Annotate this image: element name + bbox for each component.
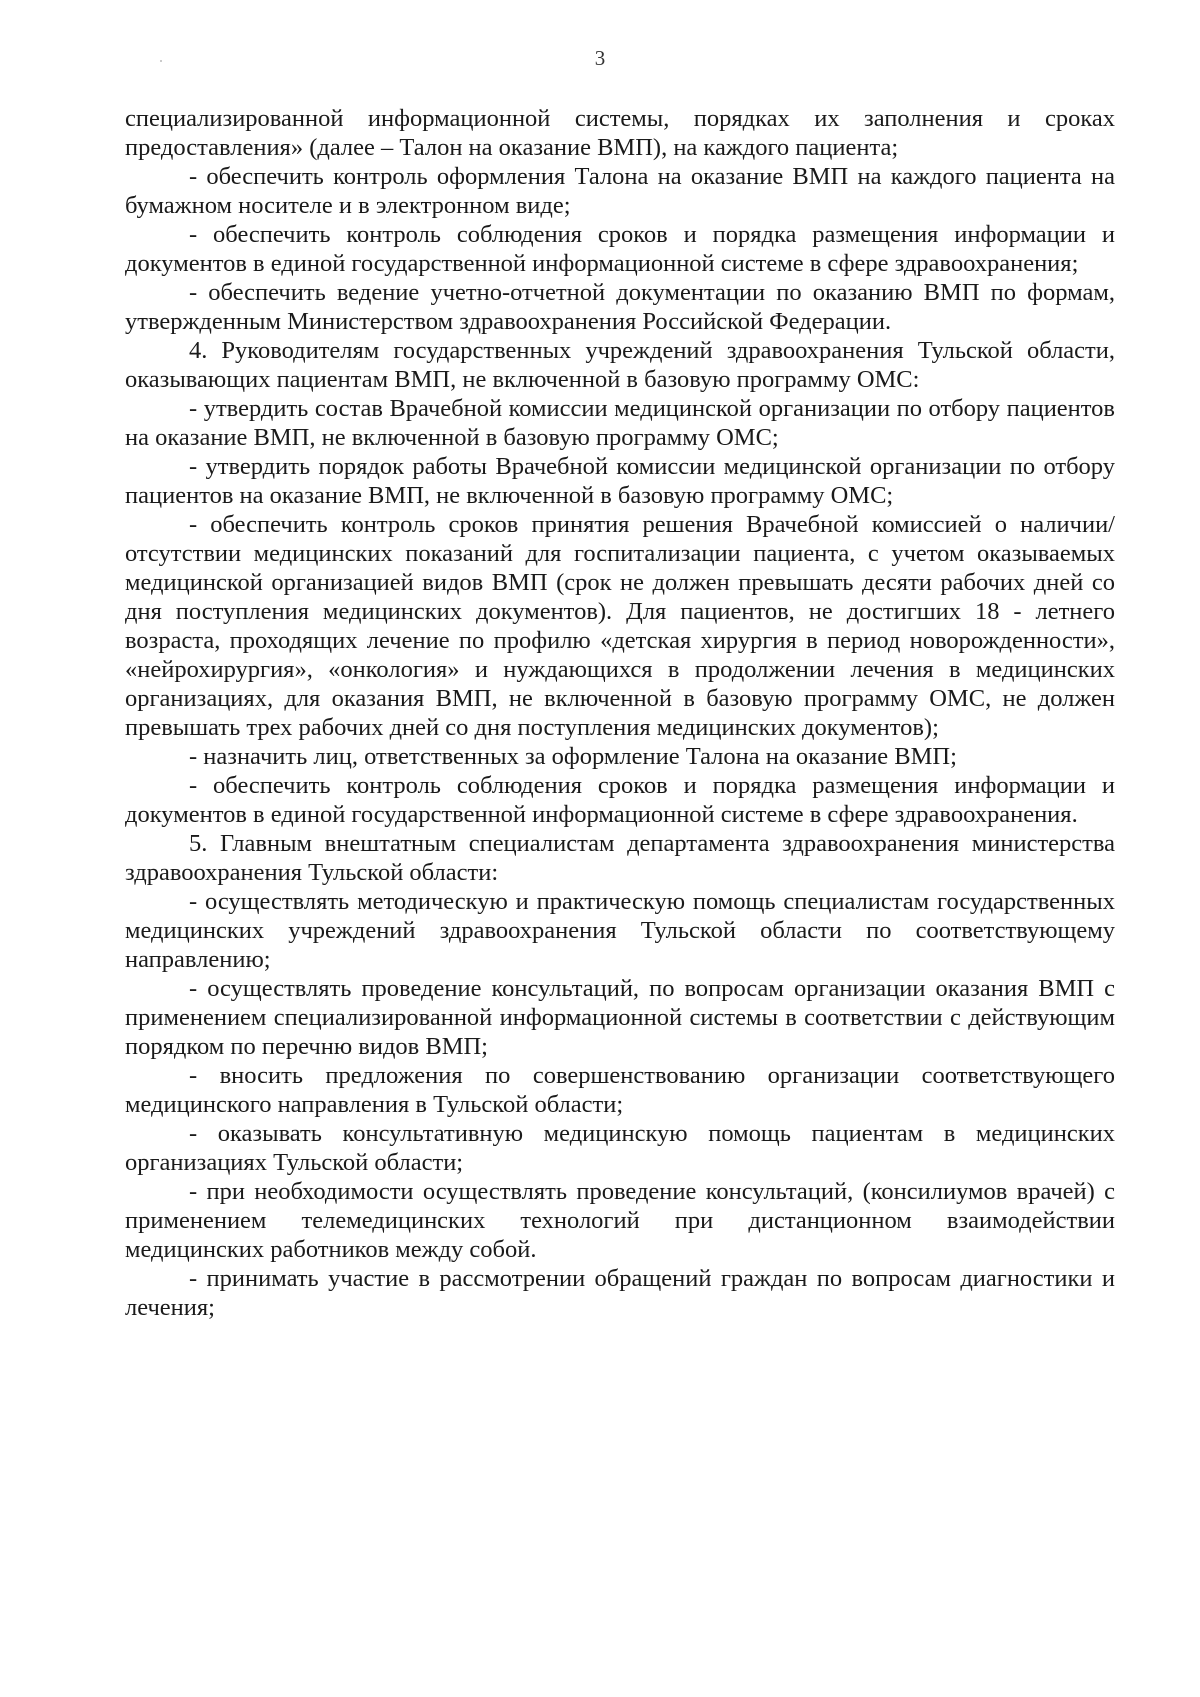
paragraph: 5. Главным внештатным специалистам департамента здравоохранения министерства здравоохранения Тульской области: (125, 830, 1115, 886)
paragraph: - назначить лиц, ответственных за оформление Талона на оказание ВМП; (189, 743, 957, 770)
paragraph: - осуществлять методическую и практическую помощь специалистам государственных медицинских учреждений здравоохранения Тульской области по соответствующему направлению; (125, 888, 1115, 973)
paragraph: - обеспечить ведение учетно-отчетной документации по оказанию ВМП по формам, утвержденным Министерством здравоохранения Российской Федерации. (125, 279, 1115, 335)
paragraph: - вносить предложения по совершенствованию организации соответствующего медицинского направления в Тульской области; (125, 1062, 1115, 1118)
paragraph: 4. Руководителям государственных учреждений здравоохранения Тульской области, оказывающих пациентам ВМП, не включенной в базовую программу ОМС: (125, 337, 1115, 393)
paragraph: - осуществлять проведение консультаций, по вопросам организации оказания ВМП с применением специализированной информационной системы в соответствии с действующим порядком по перечню видов ВМП; (125, 975, 1115, 1060)
paragraph: - при необходимости осуществлять проведение консультаций, (консилиумов врачей) с применением телемедицинских технологий при дистанционном взаимодействии медицинских работников между собой. (125, 1178, 1115, 1263)
paragraph: - утвердить порядок работы Врачебной комиссии медицинской организации по отбору пациентов на оказание ВМП, не включенной в базовую программу ОМС; (125, 453, 1115, 509)
document-body (125, 104, 1115, 1322)
paragraph: - принимать участие в рассмотрении обращений граждан по вопросам диагностики и лечения; (125, 1265, 1115, 1321)
page-number: 3 (594, 46, 606, 70)
paragraph: - утвердить состав Врачебной комиссии медицинской организации по отбору пациентов на оказание ВМП, не включенной в базовую программу ОМС; (125, 395, 1115, 451)
paragraph: специализированной информационной системы, порядках их заполнения и сроках предоставления» (далее – Талон на оказание ВМП), на каждого пациента; (125, 105, 1115, 161)
paragraph: - обеспечить контроль сроков принятия решения Врачебной комиссией о наличии/отсутствии медицинских показаний для госпитализации пациента, с учетом оказываемых медицинской организацией видов ВМП (срок не должен превышать десяти рабочих дней со дня поступления медицинских документов). Для пациентов, не достигших 18 - летнего возраста, проходящих лечение по профилю «детская хирургия в период новорожденности», «нейрохирургия», «онкология» и нуждающихся в продолжении лечения в медицинских организациях, для оказания ВМП, не включенной в базовую программу ОМС, не должен превышать трех рабочих дней со дня поступления медицинских документов); (125, 511, 1115, 741)
paragraph: - обеспечить контроль оформления Талона на оказание ВМП на каждого пациента на бумажном носителе и в электронном виде; (125, 163, 1115, 219)
paragraph: - обеспечить контроль соблюдения сроков и порядка размещения информации и документов в единой государственной информационной системе в сфере здравоохранения; (125, 221, 1115, 277)
paragraph: - обеспечить контроль соблюдения сроков и порядка размещения информации и документов в единой государственной информационной системе в сфере здравоохранения. (125, 772, 1115, 828)
paragraph: - оказывать консультативную медицинскую помощь пациентам в медицинских организациях Тульской области; (125, 1120, 1115, 1176)
